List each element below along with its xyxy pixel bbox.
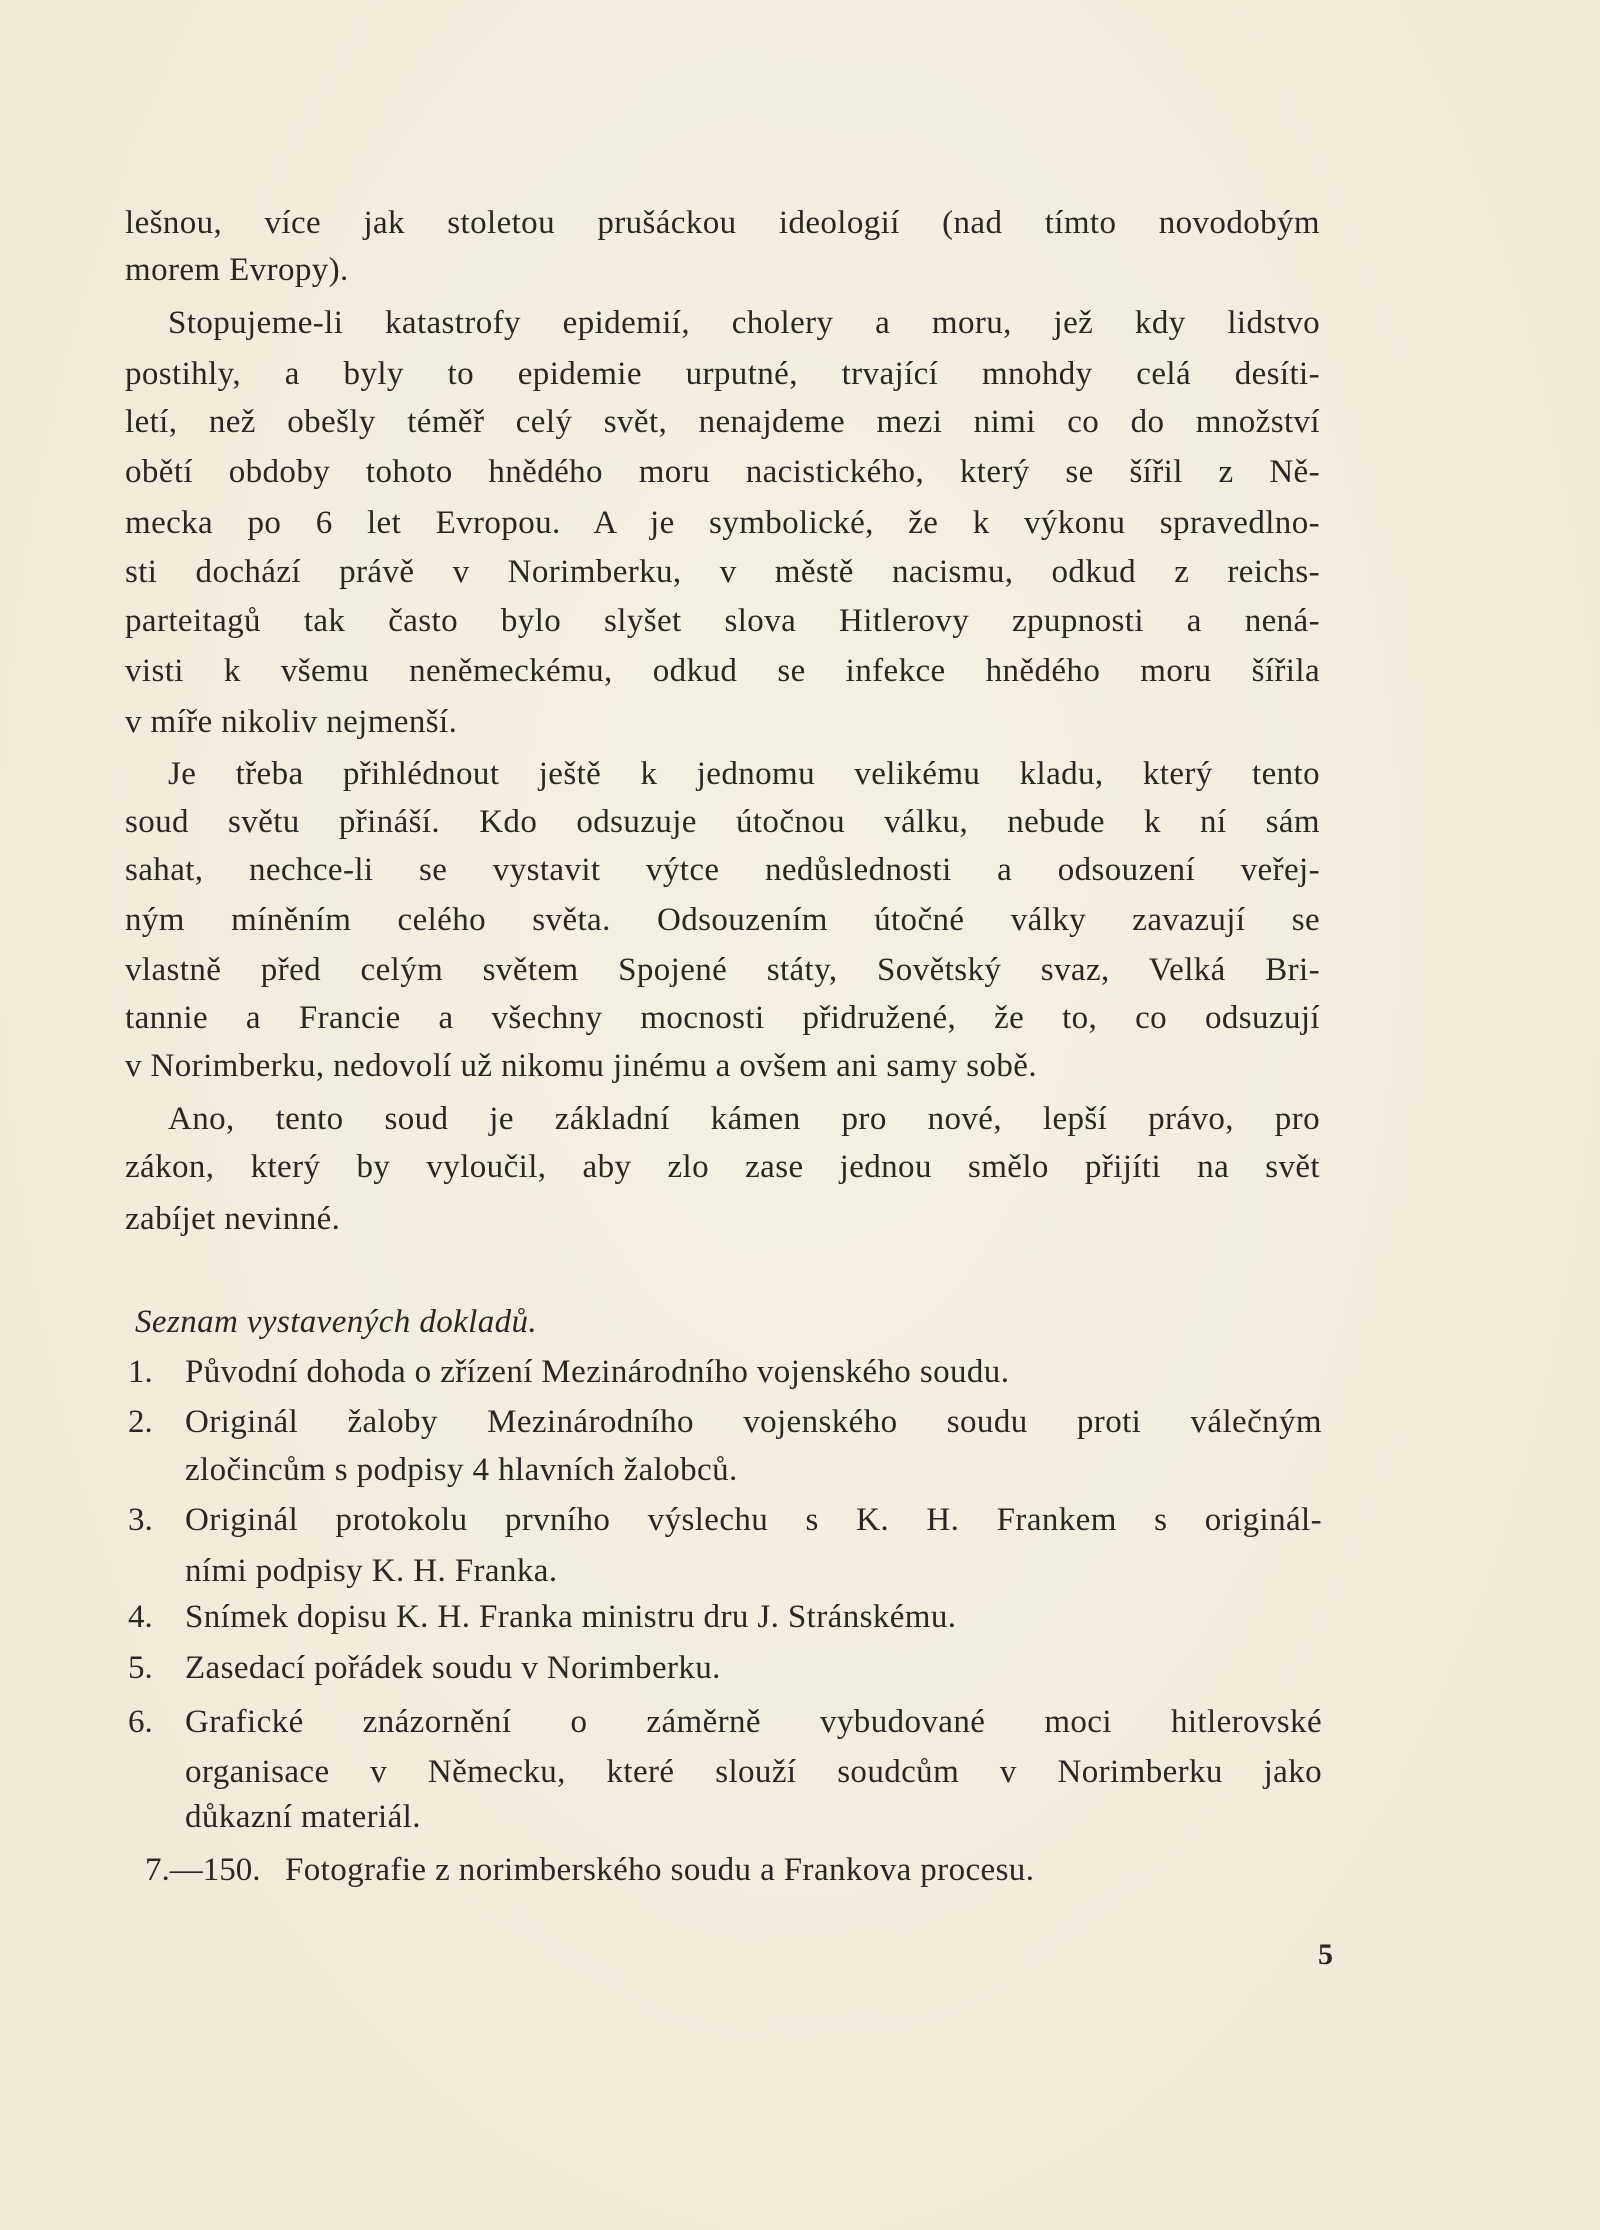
paragraph-line: morem Evropy).: [125, 252, 349, 288]
list-heading: Seznam vystavených dokladů.: [135, 1304, 538, 1340]
list-item-number: 1.: [128, 1354, 153, 1390]
list-item-number: 6.: [128, 1704, 153, 1740]
paragraph-line: sti dochází právě v Norimberku, v městě nacismu, odkud z reichs-: [125, 554, 1320, 590]
list-item-line: Originál protokolu prvního výslechu s K. H. Frankem s originál-: [185, 1502, 1322, 1538]
paragraph-line: tannie a Francie a všechny mocnosti přidružené, že to, co odsuzují: [125, 1000, 1320, 1036]
list-item-line: Originál žaloby Mezinárodního vojenského soudu proti válečným: [185, 1404, 1322, 1440]
paragraph-line: postihly, a byly to epidemie urputné, trvající mnohdy celá desíti-: [125, 356, 1320, 392]
paragraph-line: zabíjet nevinné.: [125, 1201, 341, 1237]
paragraph-line: visti k všemu neněmeckému, odkud se infekce hnědého moru šířila: [125, 653, 1320, 689]
paragraph-line: zákon, který by vyloučil, aby zlo zase jednou smělo přijíti na svět: [125, 1149, 1320, 1185]
list-item-line: ními podpisy K. H. Franka.: [185, 1553, 558, 1589]
paragraph-line: soud světu přináší. Kdo odsuzuje útočnou válku, nebude k ní sám: [125, 804, 1320, 840]
paragraph-line: parteitagů tak často bylo slyšet slova Hitlerovy zpupnosti a nená-: [125, 603, 1320, 639]
list-item-line: Grafické znázornění o záměrně vybudované moci hitlerovské: [185, 1704, 1322, 1740]
list-item-line: Zasedací pořádek soudu v Norimberku.: [185, 1650, 721, 1686]
paragraph-line: letí, než obešly téměř celý svět, nenajdeme mezi nimi co do množství: [125, 404, 1320, 440]
paragraph-line: lešnou, více jak stoletou prušáckou ideologií (nad tímto novodobým: [125, 205, 1320, 241]
list-item-line: důkazní materiál.: [185, 1799, 421, 1835]
paragraph-line: v míře nikoliv nejmenší.: [125, 704, 458, 740]
paragraph-line: Stopujeme-li katastrofy epidemií, cholery a moru, jež kdy lidstvo: [168, 305, 1320, 341]
paragraph-line: v Norimberku, nedovolí už nikomu jinému a ovšem ani samy sobě.: [125, 1048, 1037, 1084]
page-number: 5: [1318, 1938, 1333, 1971]
list-item-number: 7.—150.: [145, 1852, 261, 1888]
list-item-line: organisace v Německu, které slouží soudcům v Norimberku jako: [185, 1754, 1322, 1790]
list-item-number: 5.: [128, 1650, 153, 1686]
paragraph-line: Je třeba přihlédnout ještě k jednomu velikému kladu, který tento: [168, 756, 1320, 792]
paragraph-line: Ano, tento soud je základní kámen pro nové, lepší právo, pro: [168, 1101, 1320, 1137]
list-item-line: Fotografie z norimberského soudu a Frankova procesu.: [285, 1852, 1035, 1888]
paragraph-line: mecka po 6 let Evropou. A je symbolické, že k výkonu spravedlno-: [125, 505, 1320, 541]
list-item-line: Původní dohoda o zřízení Mezinárodního vojenského soudu.: [185, 1354, 1010, 1390]
list-item-number: 3.: [128, 1502, 153, 1538]
list-item-number: 2.: [128, 1404, 153, 1440]
paragraph-line: vlastně před celým světem Spojené státy, Sovětský svaz, Velká Bri-: [125, 952, 1320, 988]
paragraph-line: ným míněním celého světa. Odsouzením útočné války zavazují se: [125, 902, 1320, 938]
list-item-number: 4.: [128, 1599, 153, 1635]
list-item-line: Snímek dopisu K. H. Franka ministru dru J. Stránskému.: [185, 1599, 957, 1635]
list-item-line: zločincům s podpisy 4 hlavních žalobců.: [185, 1452, 738, 1488]
paragraph-line: sahat, nechce-li se vystavit výtce nedůslednosti a odsouzení veřej-: [125, 852, 1320, 888]
paragraph-line: obětí obdoby tohoto hnědého moru nacistického, který se šířil z Ně-: [125, 454, 1320, 490]
